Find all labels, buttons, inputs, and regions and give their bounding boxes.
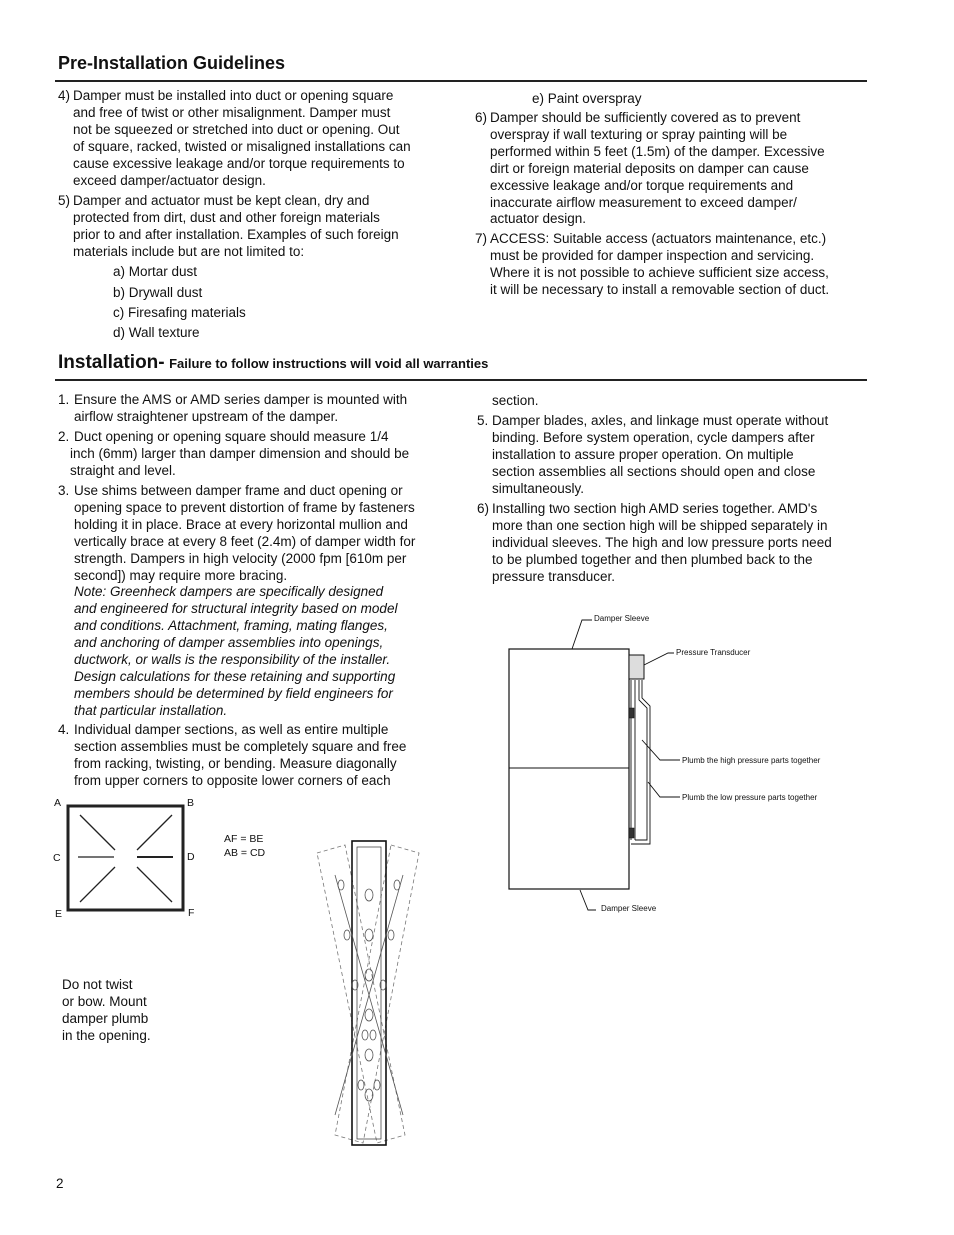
installation-warning: Failure to follow instructions will void all warranties (169, 356, 489, 371)
sub-item-a: a) Mortar dust (113, 264, 198, 279)
label-low-pressure: Plumb the low pressure parts together (682, 793, 818, 802)
section-title-pre-installation: Pre-Installation Guidelines (58, 53, 286, 73)
page-number: 2 (56, 1176, 64, 1191)
sub-item-d: d) Wall texture (113, 325, 200, 340)
section-title-installation: Installation- Failure to follow instructions will void all warranties (58, 352, 489, 373)
equation-ab-cd: AB = CD (224, 847, 266, 859)
corner-label-c: C (53, 852, 61, 864)
twisted-damper-diagram (305, 835, 435, 1150)
sub-item-b: b) Drywall dust (113, 285, 203, 300)
corner-label-f: F (188, 907, 195, 919)
install-step-4-continued: section. (492, 393, 539, 408)
sub-item-e: e) Paint overspray (532, 91, 642, 106)
twist-caption: Do not twist or bow. Mount damper plumb in the opening. (62, 977, 151, 1043)
label-pressure-transducer: Pressure Transducer (676, 648, 751, 657)
sub-item-c: c) Firesafing materials (113, 305, 246, 320)
label-high-pressure: Plumb the high pressure parts together (682, 756, 821, 765)
corner-label-e: E (55, 908, 63, 920)
equation-af-be: AF = BE (224, 833, 264, 845)
label-damper-sleeve-top: Damper Sleeve (594, 614, 650, 623)
install-note: Note: Greenheck dampers are specifically designed and engineered for structural integrity based on model and conditions. Attachment, framing, mating flanges, and anchoring of damper assemblies into openings, ductwork, or walls is the responsibility of the installer. Design calculations for these retaining and supporting members should be determined by field engineers for that particular installation. (74, 584, 398, 718)
corner-label-d: D (187, 851, 195, 863)
label-damper-sleeve-bottom: Damper Sleeve (601, 904, 657, 913)
corner-label-b: B (187, 797, 195, 809)
corner-label-a: A (54, 797, 62, 809)
